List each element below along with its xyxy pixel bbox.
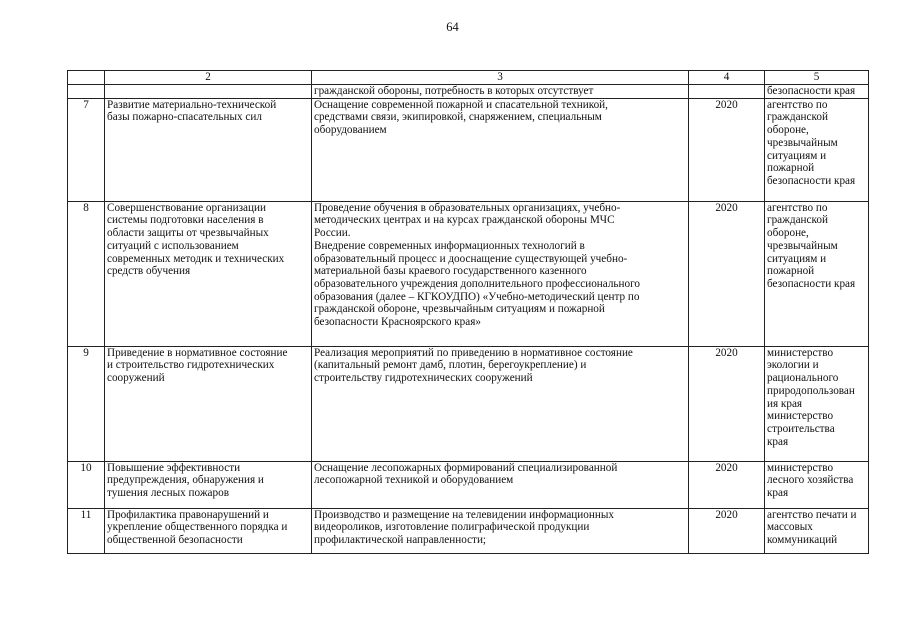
row-number: 9 [68,346,105,461]
page-number: 64 [446,20,459,34]
header-col-5: 5 [765,71,869,85]
content-cell: гражданской обороны, потребность в которых отсутствует [312,85,689,99]
responsible-cell: министерство лесного хозяйства края [765,461,869,508]
measure-cell: Повышение эффективности предупреждения, обнаружения и тушения лесных пожаров [105,461,312,508]
measure-cell: Профилактика правонарушений и укрепление общественного порядка и общественной безопасности [105,508,312,553]
year-cell: 2020 [689,346,765,461]
header-col-3: 3 [312,71,689,85]
content-cell: Оснащение современной пожарной и спасательной техникой, средствами связи, экипировкой, снаряжением, специальным оборудованием [312,98,689,201]
row-number: 7 [68,98,105,201]
header-col-2: 2 [105,71,312,85]
responsible-cell: агентство по гражданской обороне, чрезвычайным ситуациям и пожарной безопасности края [765,201,869,346]
year-cell: 2020 [689,98,765,201]
table-row [68,98,869,201]
year-cell: 2020 [689,201,765,346]
table-row [68,461,869,508]
content-cell: Реализация мероприятий по приведению в нормативное состояние (капитальный ремонт дамб, плотин, берегоукрепление) и строительству гидротехнических сооружений [312,346,689,461]
row-number: 11 [68,508,105,553]
measures-table [67,70,869,554]
measure-cell [105,85,312,99]
content-cell: Проведение обучения в образовательных организациях, учебно- методических центрах и на курсах гражданской обороны МЧС России. Внедрение современных информационных технологий в образовательный процесс и дооснащение существующей учебно- материальной базы краевого государственного казенного образовательного учреждения дополнительного профессионального образования (далее – КГКОУДПО) «Учебно-методический центр по гражданской обороне, чрезвычайным ситуациям и пожарной безопасности Красноярского края» [312,201,689,346]
responsible-cell: агентство печати и массовых коммуникаций [765,508,869,553]
measure-cell: Приведение в нормативное состояние и строительство гидротехнических сооружений [105,346,312,461]
measure-cell: Совершенствование организации системы подготовки населения в области защиты от чрезвычайных ситуаций с использованием современных методик и технических средств обучения [105,201,312,346]
responsible-cell: министерство экологии и рационального природопользован ия края министерство строительства края [765,346,869,461]
year-cell [689,85,765,99]
row-number: 8 [68,201,105,346]
measure-cell: Развитие материально-технической базы пожарно-спасательных сил [105,98,312,201]
year-cell: 2020 [689,508,765,553]
table-row [68,201,869,346]
table-row-continuation [68,85,869,99]
content-cell: Оснащение лесопожарных формирований специализированной лесопожарной техникой и оборудованием [312,461,689,508]
header-col-4: 4 [689,71,765,85]
responsible-cell: агентство по гражданской обороне, чрезвычайным ситуациям и пожарной безопасности края [765,98,869,201]
table-header-row [68,71,869,85]
responsible-cell: безопасности края [765,85,869,99]
header-col-1 [68,71,105,85]
row-number: 10 [68,461,105,508]
table-row [68,508,869,553]
year-cell: 2020 [689,461,765,508]
table-row [68,346,869,461]
content-cell: Производство и размещение на телевидении информационных видеороликов, изготовление полиграфической продукции профилактической направленности; [312,508,689,553]
row-number [68,85,105,99]
